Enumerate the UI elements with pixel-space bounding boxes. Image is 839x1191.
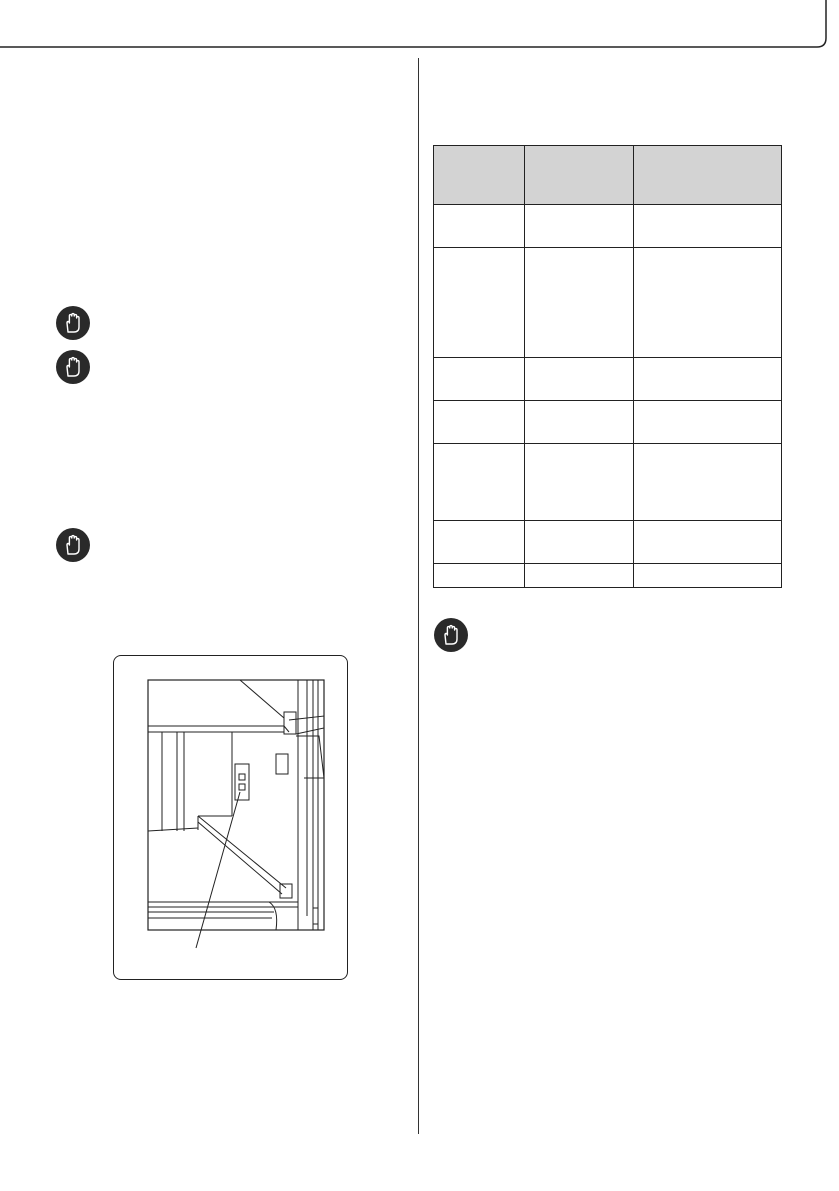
table-cell xyxy=(634,205,782,248)
table-row xyxy=(434,358,782,401)
table-cell xyxy=(525,401,634,444)
table-row xyxy=(434,401,782,444)
table-cell xyxy=(634,444,782,521)
table-cell xyxy=(434,205,525,248)
caution-hand-icon xyxy=(56,350,90,384)
page-top-rule xyxy=(0,0,839,48)
column-divider xyxy=(418,58,419,1134)
table-row xyxy=(434,444,782,521)
table-cell xyxy=(634,564,782,588)
illustration-frame xyxy=(113,655,348,980)
table-cell xyxy=(525,444,634,521)
table-cell xyxy=(525,205,634,248)
table-row xyxy=(434,564,782,588)
table-cell xyxy=(634,521,782,564)
table-cell xyxy=(525,358,634,401)
table-cell xyxy=(434,521,525,564)
table-row xyxy=(434,248,782,358)
table-header-cell xyxy=(525,146,634,205)
spec-table xyxy=(433,145,782,588)
table-cell xyxy=(525,521,634,564)
table-cell xyxy=(525,564,634,588)
table-header-cell xyxy=(634,146,782,205)
table-row xyxy=(434,521,782,564)
interior-illustration xyxy=(114,656,349,981)
table-row xyxy=(434,205,782,248)
table-header-cell xyxy=(434,146,525,205)
table-cell xyxy=(634,248,782,358)
table-header-row xyxy=(434,146,782,205)
table-cell xyxy=(434,564,525,588)
table-cell xyxy=(634,358,782,401)
caution-hand-icon xyxy=(56,306,90,340)
table-cell xyxy=(434,444,525,521)
table-cell xyxy=(634,401,782,444)
caution-hand-icon xyxy=(434,618,468,652)
table-cell xyxy=(434,401,525,444)
caution-hand-icon xyxy=(56,528,90,562)
table-cell xyxy=(434,358,525,401)
table-cell xyxy=(434,248,525,358)
table-cell xyxy=(525,248,634,358)
